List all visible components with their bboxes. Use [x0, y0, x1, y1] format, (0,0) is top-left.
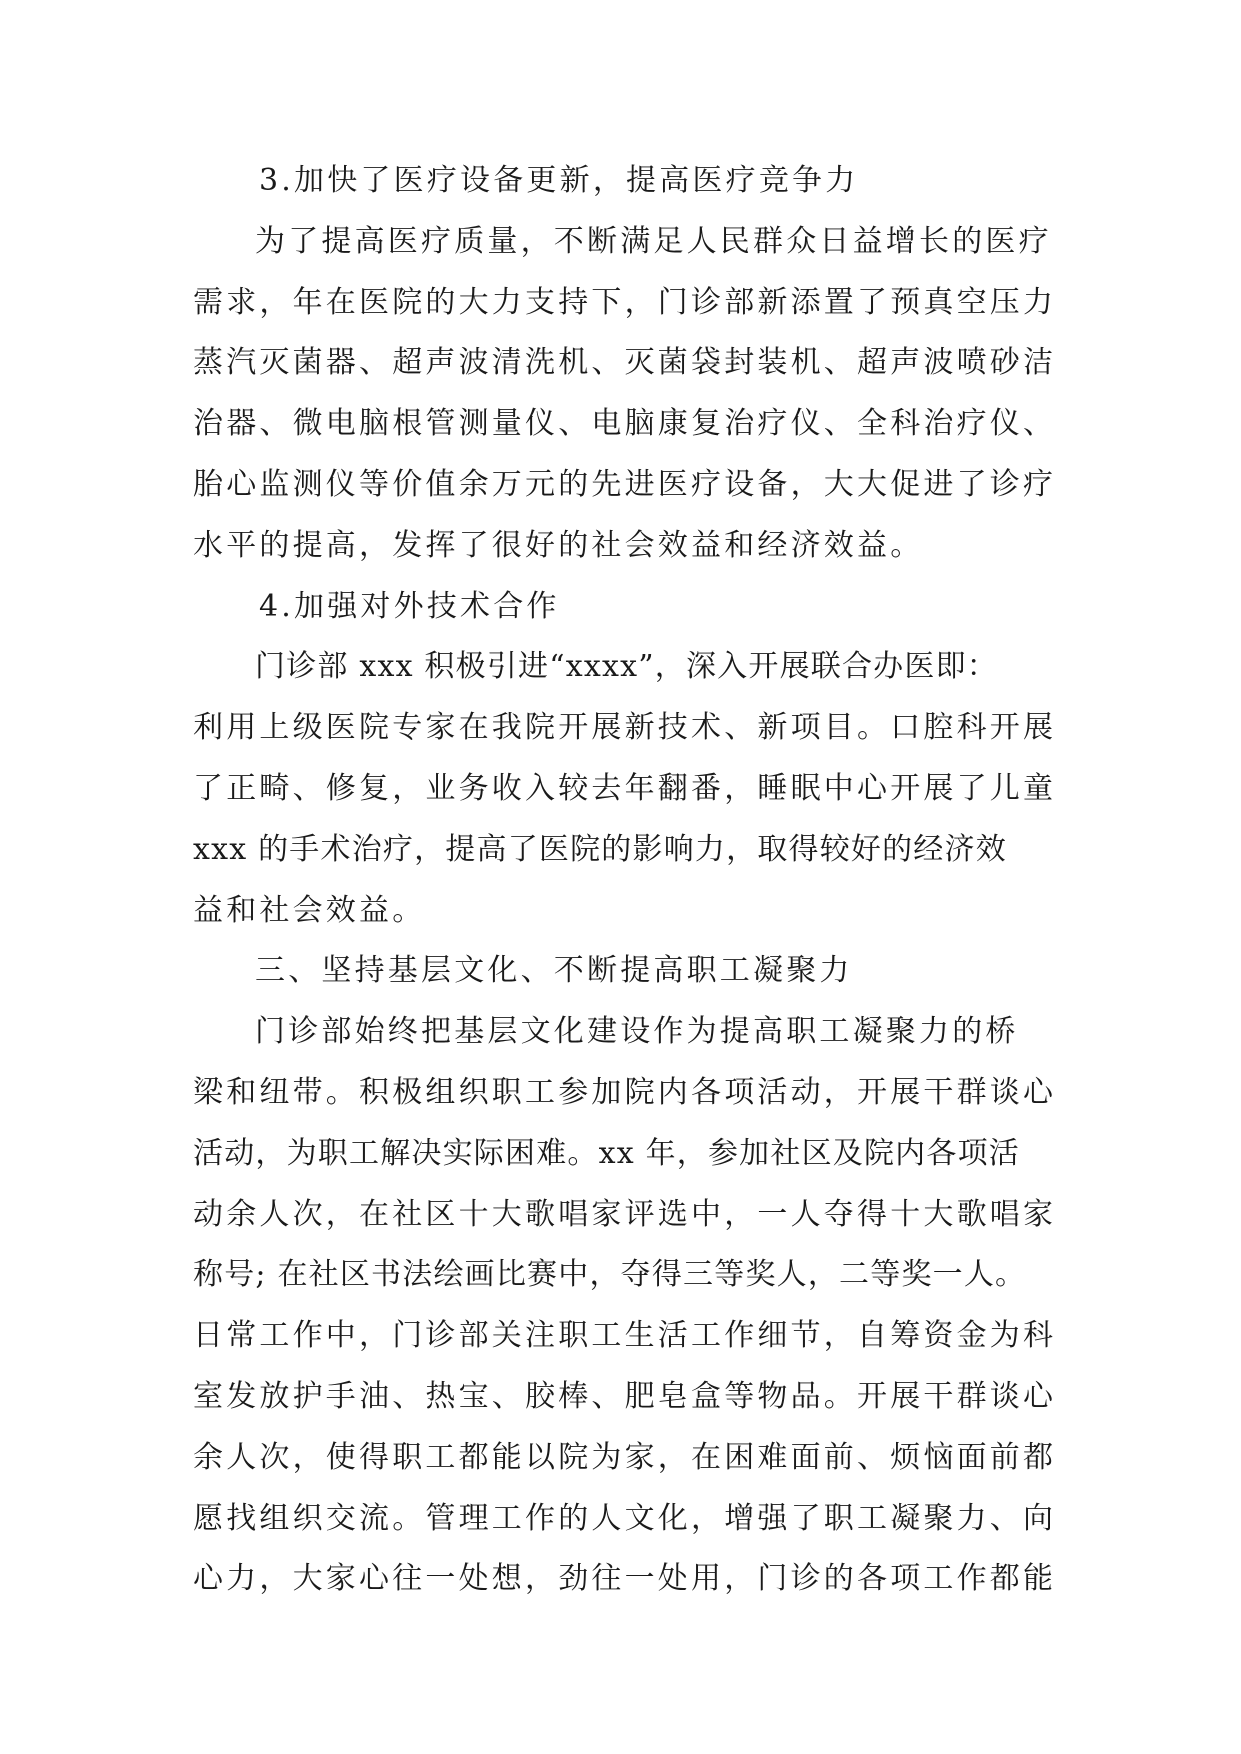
paragraph-line: 愿找组织交流。管理工作的人文化，增强了职工凝聚力、向	[193, 1500, 1057, 1536]
paragraph-line: 门诊部 xxx 积极引进“xxxx”，深入开展联合办医即：	[255, 649, 998, 685]
paragraph-line: 益和社会效益。	[193, 892, 426, 928]
section-heading-equipment: 3.加快了医疗设备更新，提高医疗竞争力	[259, 163, 859, 198]
paragraph-line: 动余人次，在社区十大歌唱家评选中，一人夺得十大歌唱家	[193, 1196, 1057, 1232]
paragraph-line: 利用上级医院专家在我院开展新技术、新项目。口腔科开展	[193, 710, 1057, 746]
paragraph-line: 称号; 在社区书法绘画比赛中，夺得三等奖人，二等奖一人。	[193, 1257, 1027, 1293]
paragraph-line: 需求，年在医院的大力支持下，门诊部新添置了预真空压力	[193, 284, 1057, 320]
paragraph-line: xxx 的手术治疗，提高了医院的影响力，取得较好的经济效	[193, 831, 1007, 867]
paragraph-line: 梁和纽带。积极组织职工参加院内各项活动，开展干群谈心	[193, 1074, 1057, 1110]
section-heading-cooperation: 4.加强对外技术合作	[259, 588, 560, 624]
document-body	[193, 151, 1073, 1610]
paragraph-line: 胎心监测仪等价值余万元的先进医疗设备，大大促进了诊疗	[193, 466, 1057, 502]
section-heading-culture: 三、坚持基层文化、不断提高职工凝聚力	[255, 953, 853, 989]
paragraph-line: 了正畸、修复，业务收入较去年翻番，睡眠中心开展了儿童	[193, 770, 1057, 806]
paragraph-line: 治器、微电脑根管测量仪、电脑康复治疗仪、全科治疗仪、	[193, 406, 1057, 442]
paragraph-line: 水平的提高，发挥了很好的社会效益和经济效益。	[193, 527, 924, 563]
paragraph-line: 门诊部始终把基层文化建设作为提高职工凝聚力的桥	[255, 1014, 1019, 1050]
paragraph-line: 心力，大家心往一处想，劲往一处用，门诊的各项工作都能	[193, 1561, 1057, 1597]
paragraph-line: 蒸汽灭菌器、超声波清洗机、灭菌袋封装机、超声波喷砂洁	[193, 345, 1057, 381]
paragraph-line: 活动，为职工解决实际困难。xx 年，参加社区及院内各项活	[193, 1135, 1020, 1171]
paragraph-line: 余人次，使得职工都能以院为家，在困难面前、烦恼面前都	[193, 1439, 1057, 1475]
paragraph-line: 室发放护手油、热宝、胶棒、肥皂盒等物品。开展干群谈心	[193, 1378, 1057, 1414]
paragraph-line: 日常工作中，门诊部关注职工生活工作细节，自筹资金为科	[193, 1318, 1057, 1354]
paragraph-line: 为了提高医疗质量，不断满足人民群众日益增长的医疗	[255, 223, 1052, 259]
